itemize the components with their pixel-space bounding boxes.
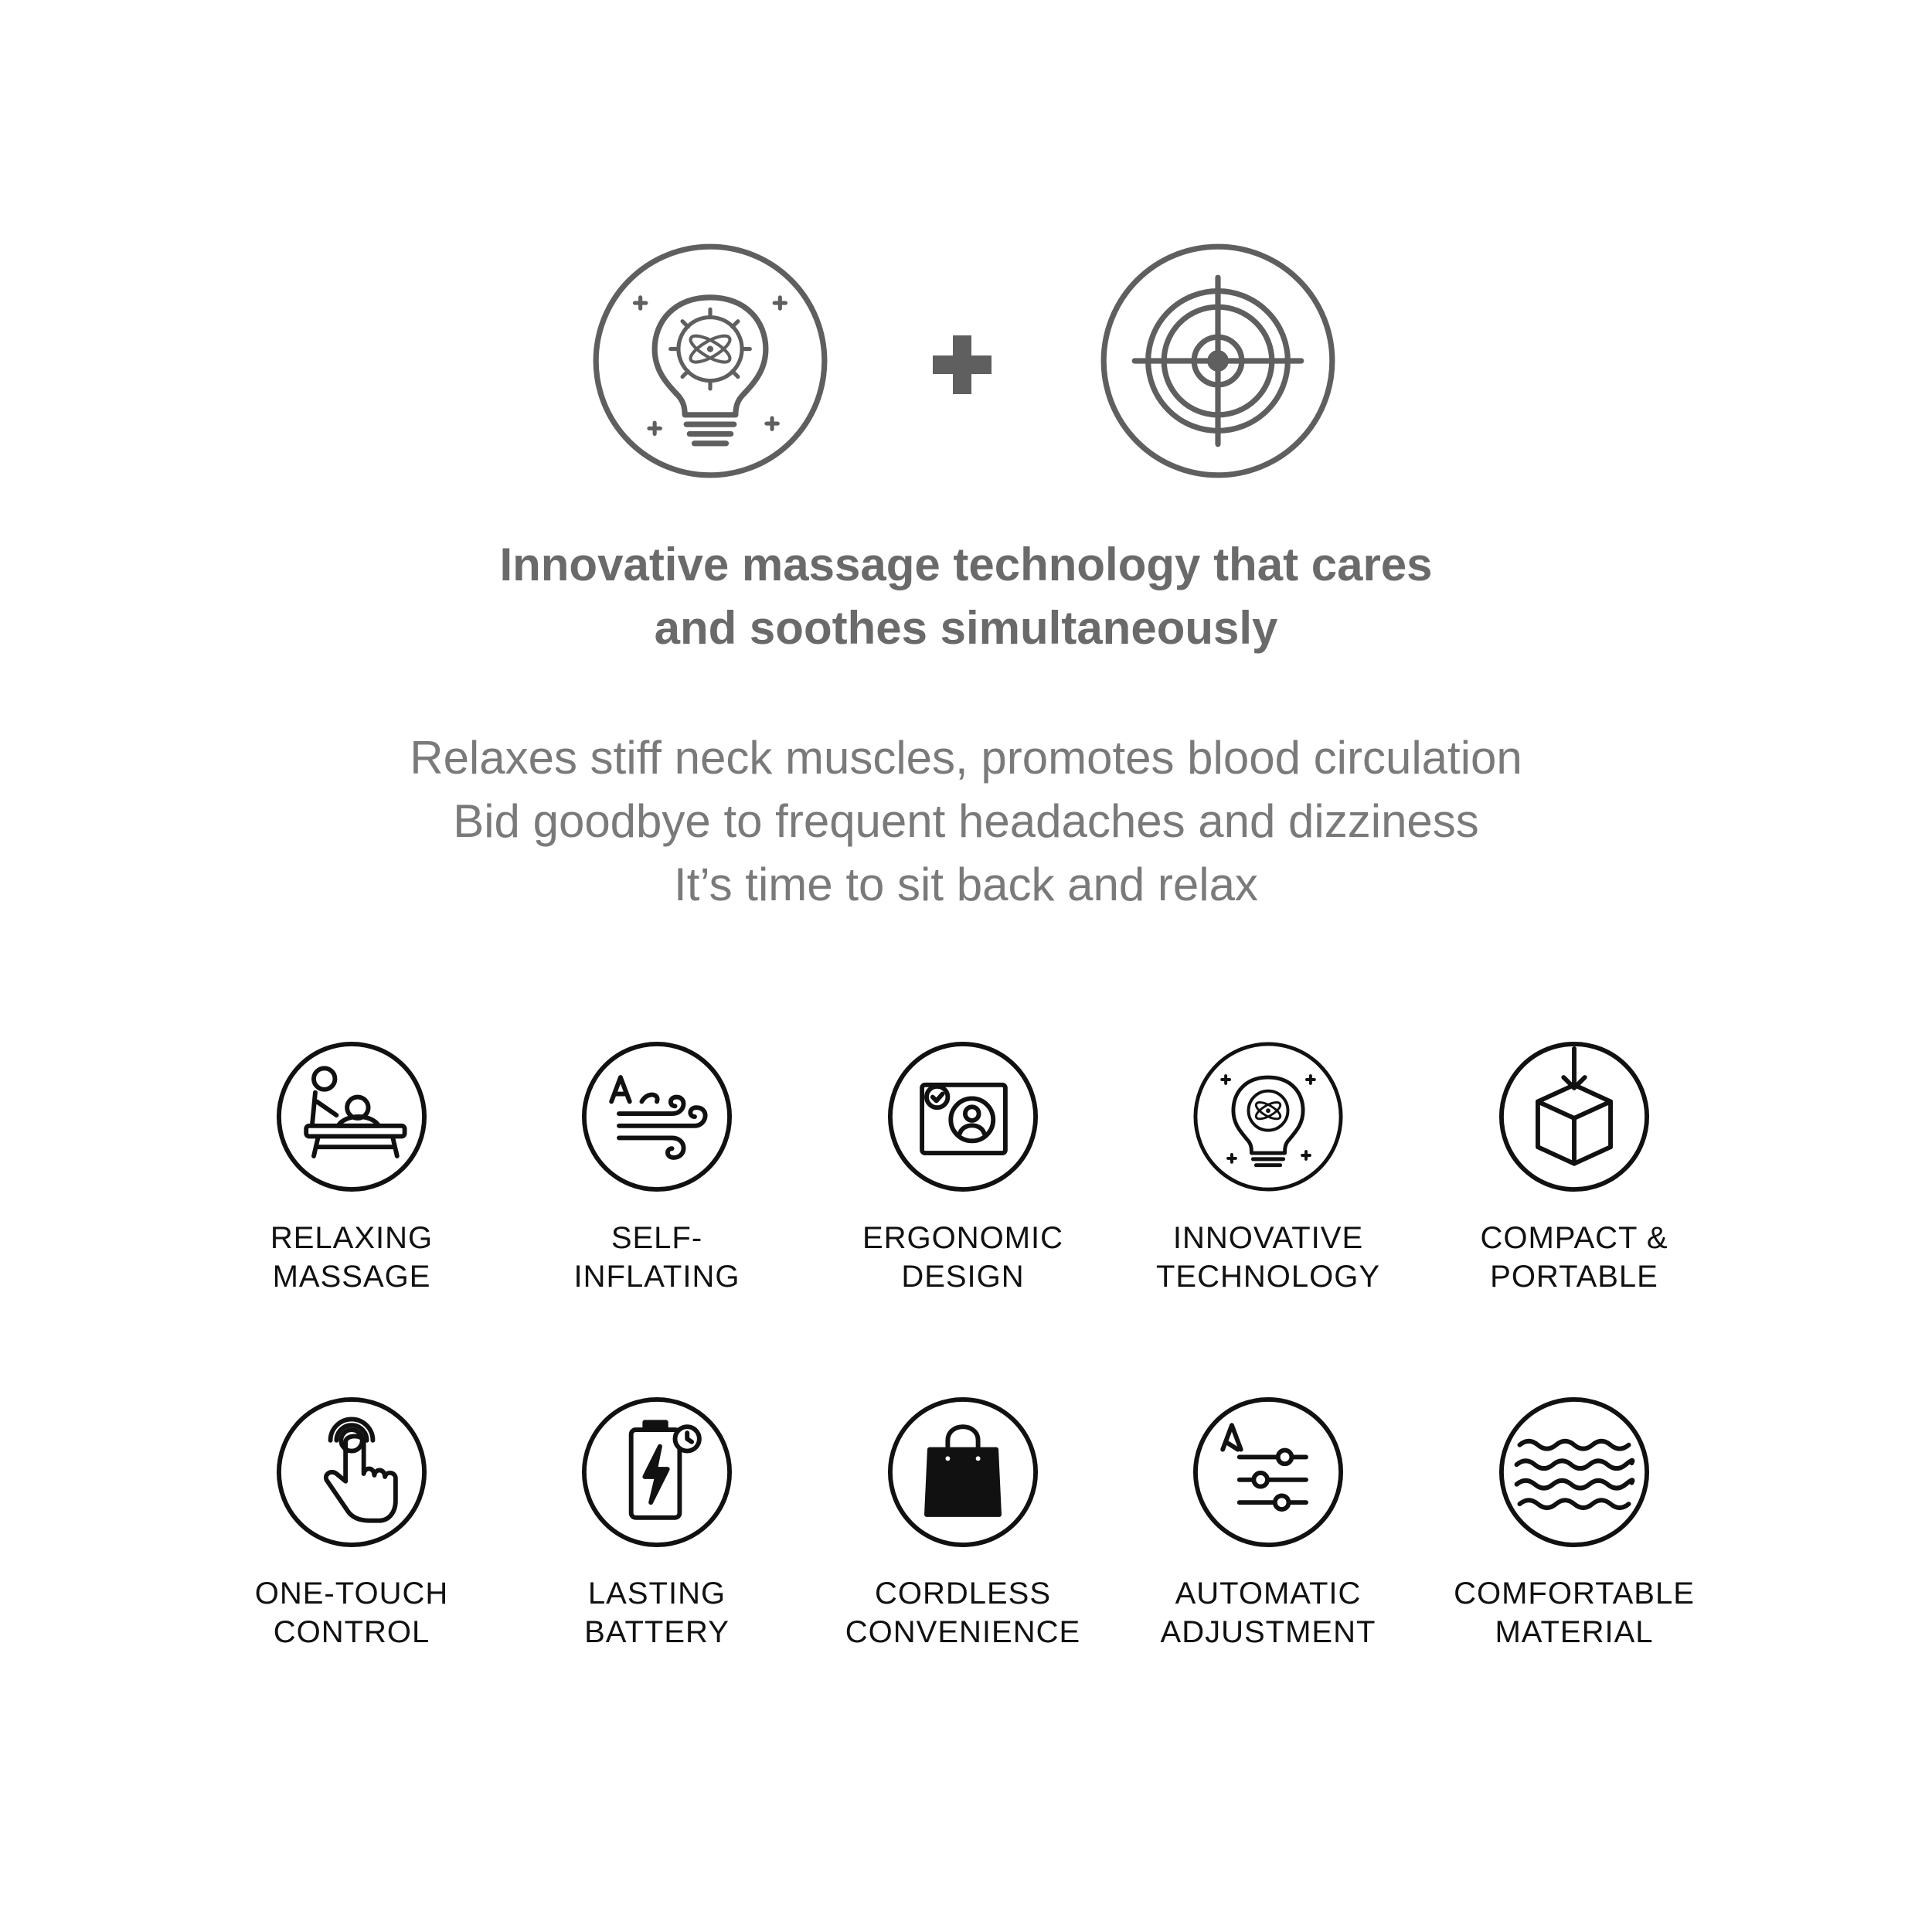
feature-label	[510, 1574, 804, 1651]
feature-label-line: TECHNOLOGY	[1155, 1260, 1381, 1294]
feature-label-line: INNOVATIVE	[1172, 1221, 1364, 1255]
feature-comfortable-material	[1427, 1396, 1721, 1651]
feature-lasting-battery	[510, 1396, 804, 1651]
description-line-2: Bid goodbye to frequent headaches and dizziness	[453, 795, 1479, 847]
headline	[0, 533, 1932, 660]
feature-label-line: AUTOMATIC	[1175, 1577, 1362, 1611]
shopping-bag-icon	[887, 1396, 1039, 1548]
plus-icon	[931, 334, 993, 396]
feature-label-line: INFLATING	[573, 1260, 740, 1294]
feature-label-line: MASSAGE	[272, 1260, 431, 1294]
feature-automatic-adjustment	[1121, 1396, 1415, 1651]
description-line-3: It’s time to sit back and relax	[674, 859, 1258, 910]
feature-label-line: DESIGN	[901, 1260, 1025, 1294]
feature-relaxing-massage	[205, 1041, 498, 1296]
feature-label-line: SELF-	[611, 1221, 703, 1255]
airflow-icon	[581, 1041, 733, 1192]
feature-label	[1427, 1574, 1721, 1651]
description-line-1: Relaxes stiff neck muscles, promotes blood circulation	[410, 732, 1522, 784]
feature-self-inflating	[510, 1041, 804, 1296]
waves-icon	[1498, 1396, 1650, 1548]
feature-label-line: RELAXING	[270, 1221, 434, 1255]
feature-label-line: CONTROL	[273, 1615, 430, 1649]
headline-line-1: Innovative massage technology that cares	[499, 539, 1433, 590]
feature-compact-portable	[1427, 1041, 1721, 1296]
feature-label	[205, 1574, 498, 1651]
feature-label-line: COMPACT &	[1480, 1221, 1668, 1255]
hero-target-icon	[1099, 242, 1337, 480]
feature-label-line: CORDLESS	[874, 1577, 1052, 1611]
feature-label-line: ONE-TOUCH	[254, 1577, 449, 1611]
description	[0, 726, 1932, 917]
feature-label	[816, 1219, 1110, 1296]
massage-table-icon	[276, 1041, 427, 1192]
box-download-icon	[1498, 1041, 1650, 1192]
hero-lightbulb-icon	[591, 242, 829, 480]
feature-label	[510, 1219, 804, 1296]
feature-label	[205, 1219, 498, 1296]
battery-bolt-icon	[581, 1396, 733, 1548]
feature-innovative-technology	[1121, 1041, 1415, 1296]
headline-line-2: and soothes simultaneously	[654, 602, 1278, 654]
feature-cordless-convenience	[816, 1396, 1110, 1651]
feature-label-line: PORTABLE	[1490, 1260, 1658, 1294]
feature-label	[1121, 1219, 1415, 1296]
feature-label-line: MATERIAL	[1495, 1615, 1654, 1649]
feature-ergonomic-design	[816, 1041, 1110, 1296]
lightbulb-gear-atom-icon	[1192, 1041, 1344, 1192]
feature-label-line: BATTERY	[584, 1615, 730, 1649]
sliders-icon	[1192, 1396, 1344, 1548]
feature-label-line: COMFORTABLE	[1454, 1577, 1695, 1611]
feature-label	[1121, 1574, 1415, 1651]
feature-label-line: ADJUSTMENT	[1160, 1615, 1376, 1649]
feature-label-line: LASTING	[587, 1577, 726, 1611]
feature-label	[1427, 1219, 1721, 1296]
ergonomic-user-icon	[887, 1041, 1039, 1192]
feature-label-line: ERGONOMIC	[862, 1221, 1064, 1255]
feature-one-touch-control	[205, 1396, 498, 1651]
feature-label	[816, 1574, 1110, 1651]
feature-label-line: CONVENIENCE	[845, 1615, 1081, 1649]
touch-hand-icon	[276, 1396, 427, 1548]
